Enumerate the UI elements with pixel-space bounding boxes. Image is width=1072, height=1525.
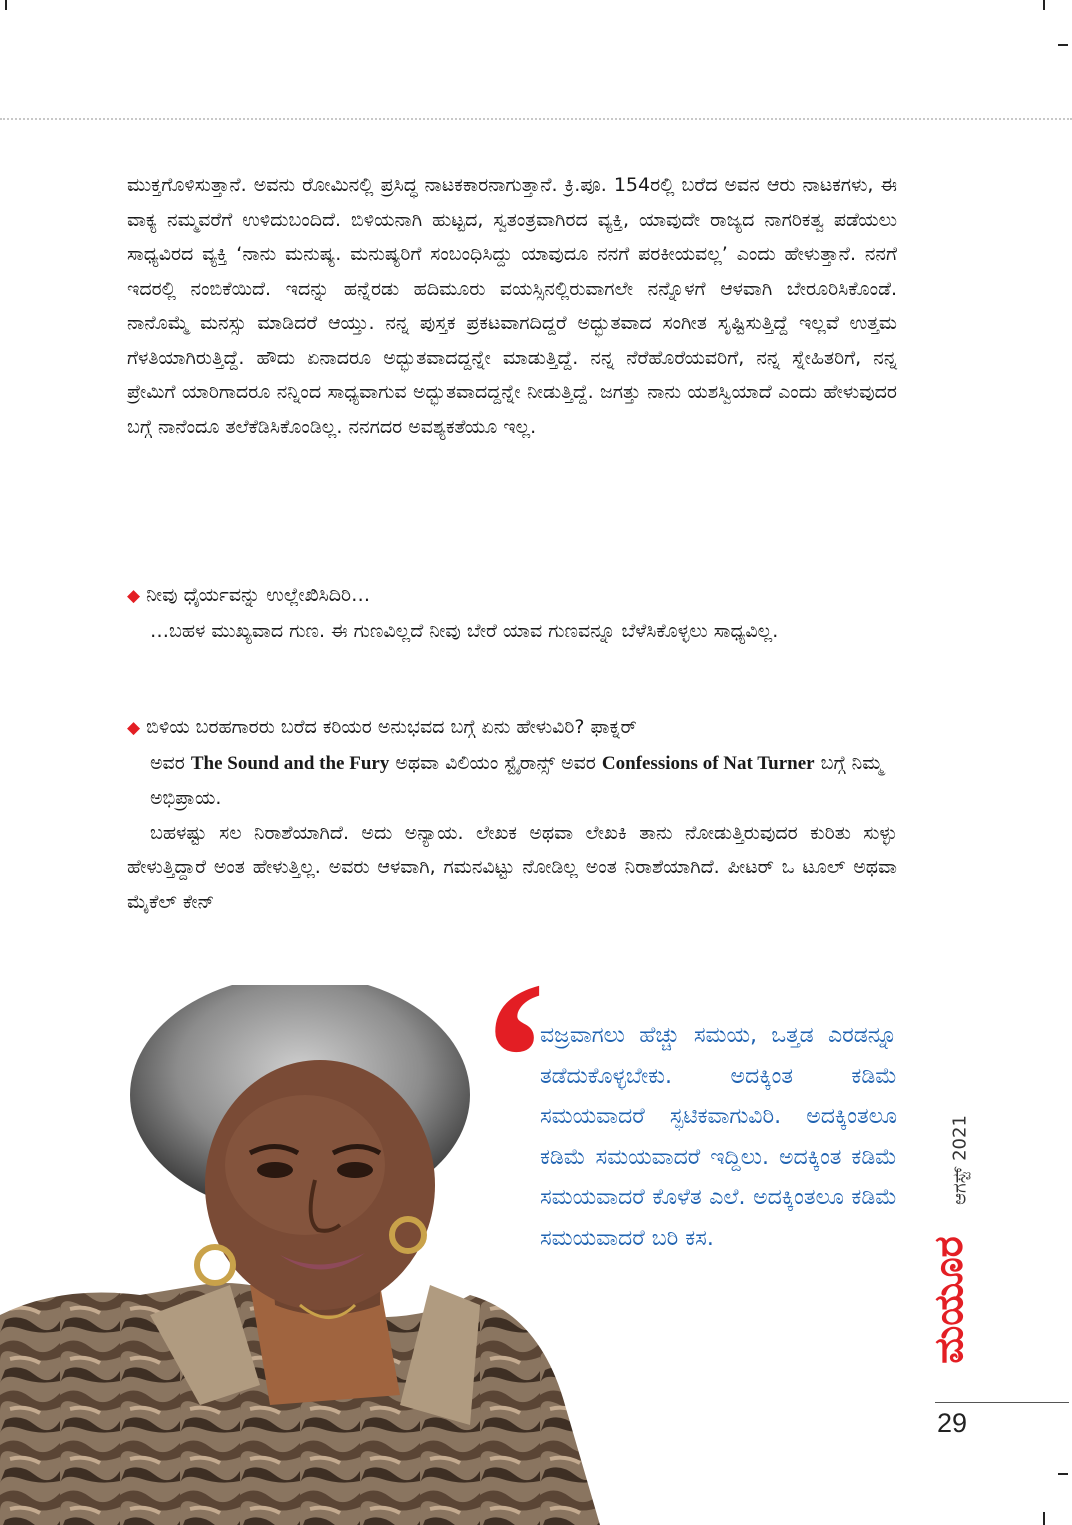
page-number: 29 (937, 1408, 968, 1438)
answer-body: ಬಹಳಷ್ಟು ಸಲ ನಿರಾಶೆಯಾಗಿದೆ. ಅದು ಅನ್ಯಾಯ. ಲೇಖಕ ಅಥವಾ ಲೇಖಕಿ ತಾನು ನೋಡುತ್ತಿರುವುದರ ಕುರಿತು ಸುಳ್ಳು ಹೇಳುತ್ತಿದ್ದಾರೆ ಅಂತ ಹೇಳುತ್ತಿಲ್ಲ. ಅವರು ಆಳವಾಗಿ, ಗಮನವಿಟ್ಟು ನೋಡಿಲ್ಲ ಅಂತ ನಿರಾಶೆಯಾಗಿದೆ. ಪೀಟರ್ ಒ ಟೂಲ್ ಅಥವಾ ಮೈಕೆಲ್ ಕೇನ್ (127, 821, 897, 913)
question-text: ನೀವು ಧೈರ್ಯವನ್ನು ಉಲ್ಲೇಖಿಸಿದಿರಿ… (146, 584, 371, 606)
diamond-bullet-icon: ◆ (127, 718, 141, 738)
diamond-bullet-icon: ◆ (127, 586, 141, 606)
crop-mark-top-right (1043, 0, 1045, 10)
crop-mark-bottom-right (1043, 1512, 1045, 1525)
svg-text:ಮಯೂರ: ಮಯೂರ (926, 1236, 972, 1364)
question-text-part3: ಅಥವಾ ವಿಲಿಯಂ ಸ್ಟೈರಾನ್ಸ್ ಅವರ (395, 751, 596, 774)
issue-date-text: ಆಗಸ್ಟ್ 2021 (949, 1115, 971, 1205)
question-continuation (127, 746, 897, 816)
question-line (127, 710, 897, 746)
magazine-logo (926, 1220, 976, 1380)
answer-text (127, 816, 897, 920)
page-number-rule (935, 1402, 1069, 1403)
answer-body: …ಬಹಳ ಮುಖ್ಯವಾದ ಗುಣ. ಈ ಗುಣವಿಲ್ಲದೆ ನೀವು ಬೇರೆ ಯಾವ ಗುಣವನ್ನೂ ಬೆಳೆಸಿಕೊಳ್ಳಲು ಸಾಧ್ಯವಿಲ್ಲ. (150, 619, 779, 642)
crop-mark-right-bottom (1058, 1473, 1068, 1475)
paragraph-text: ಮುಕ್ತಗೊಳಿಸುತ್ತಾನೆ. ಅವನು ರೋಮಿನಲ್ಲಿ ಪ್ರಸಿದ್ಧ ನಾಟಕಕಾರನಾಗುತ್ತಾನೆ. ಕ್ರಿ.ಪೂ. 154ರಲ್ಲಿ ಬರೆದ ಅವನ ಆರು ನಾಟಕಗಳು, ಈ ವಾಕ್ಯ ನಮ್ಮವರೆಗೆ ಉಳಿದುಬಂದಿದೆ. ಬಿಳಿಯನಾಗಿ ಹುಟ್ಟದ, ಸ್ವತಂತ್ರವಾಗಿರದ ವ್ಯಕ್ತಿ, ಯಾವುದೇ ರಾಜ್ಯದ ನಾಗರಿಕತ್ವ ಪಡೆಯಲು ಸಾಧ್ಯವಿರದ ವ್ಯಕ್ತಿ ‘ನಾನು ಮನುಷ್ಯ. ಮನುಷ್ಯರಿಗೆ ಸಂಬಂಧಿಸಿದ್ದು ಯಾವುದೂ ನನಗೆ ಪರಕೀಯವಲ್ಲ’ ಎಂದು ಹೇಳುತ್ತಾನೆ. ನನಗೆ ಇದರಲ್ಲಿ ನಂಬಿಕೆಯಿದೆ. ಇದನ್ನು ಹನ್ನೆರಡು ಹದಿಮೂರು ವಯಸ್ಸಿನಲ್ಲಿರುವಾಗಲೇ ನನ್ನೊಳಗೆ ಆಳವಾಗಿ ಬೇರೂರಿಸಿಕೊಂಡೆ. ನಾನೊಮ್ಮೆ ಮನಸ್ಸು ಮಾಡಿದರೆ ಆಯ್ತು. ನನ್ನ ಪುಸ್ತಕ ಪ್ರಕಟವಾಗದಿದ್ದರೆ ಅದ್ಭುತವಾದ ಸಂಗೀತ ಸೃಷ್ಟಿಸುತ್ತಿದ್ದೆ ಇಲ್ಲವೆ ಉತ್ತಮ ಗೆಳತಿಯಾಗಿರುತ್ತಿದ್ದೆ. ಹೌದು ಏನಾದರೂ ಅದ್ಭುತವಾದದ್ದನ್ನೇ ಮಾಡುತ್ತಿದ್ದೆ. ನನ್ನ ನೆರೆಹೊರೆಯವರಿಗೆ, ನನ್ನ ಸ್ನೇಹಿತರಿಗೆ, ನನ್ನ ಪ್ರೇಮಿಗೆ ಯಾರಿಗಾದರೂ ನನ್ನಿಂದ ಸಾಧ್ಯವಾಗುವ ಅದ್ಭುತವಾದದ್ದನ್ನೇ ನೀಡುತ್ತಿದ್ದೆ. ಜಗತ್ತು ನಾನು ಯಶಸ್ವಿಯಾದೆ ಎಂದು ಹೇಳುವುದರ ಬಗ್ಗೆ ನಾನೆಂದೂ ತಲೆಕೆಡಿಸಿಕೊಂಡಿಲ್ಲ. ನನಗದರ ಅವಶ್ಯಕತೆಯೂ ಇಲ್ಲ. (127, 174, 897, 438)
question-text-part4: ಬಗ್ಗೆ ನಿಮ್ಮ ಅಭಿಪ್ರಾಯ. (150, 751, 883, 809)
quote-mark-icon: ‘ (478, 936, 552, 1180)
book-title-1: The Sound and the Fury (190, 752, 390, 774)
header-dotted-rule (0, 118, 1072, 120)
pull-quote-text: ವಜ್ರವಾಗಲು ಹೆಚ್ಚು ಸಮಯ, ಒತ್ತಡ ಎರಡನ್ನೂ ತಡೆದುಕೊಳ್ಳಬೇಕು. ಅದಕ್ಕಿಂತ ಕಡಿಮೆ ಸಮಯವಾದರೆ ಸ್ಫಟಿಕವಾಗುವಿರಿ. ಅದಕ್ಕಿಂತಲೂ ಕಡಿಮೆ ಸಮಯವಾದರೆ ಇದ್ದಿಲು. ಅದಕ್ಕಿಂತ ಕಡಿಮೆ ಸಮಯವಾದರೆ ಕೊಳೆತ ಎಲೆ. ಅದಕ್ಕಿಂತಲೂ ಕಡಿಮೆ ಸಮಯವಾದರೆ ಬರಿ ಕಸ. (540, 1023, 897, 1251)
crop-mark-top-left (5, 0, 7, 10)
book-title-2: Confessions of Nat Turner (601, 752, 815, 774)
question-line (127, 578, 897, 614)
article-paragraph (127, 168, 897, 444)
pull-quote (540, 1016, 897, 1260)
question-text-part1: ಬಿಳಿಯ ಬರಹಗಾರರು ಬರೆದ ಕರಿಯರ ಅನುಭವದ ಬಗ್ಗೆ ಏನು ಹೇಳುವಿರಿ? ಫಾಕ್ನರ್ (146, 716, 637, 738)
interview-question-2 (127, 710, 897, 919)
interview-question-1 (127, 578, 897, 648)
question-text-part2: ಅವರ (150, 751, 185, 774)
crop-mark-right-top (1058, 44, 1068, 46)
answer-text (127, 614, 897, 649)
issue-date (940, 1115, 980, 1205)
